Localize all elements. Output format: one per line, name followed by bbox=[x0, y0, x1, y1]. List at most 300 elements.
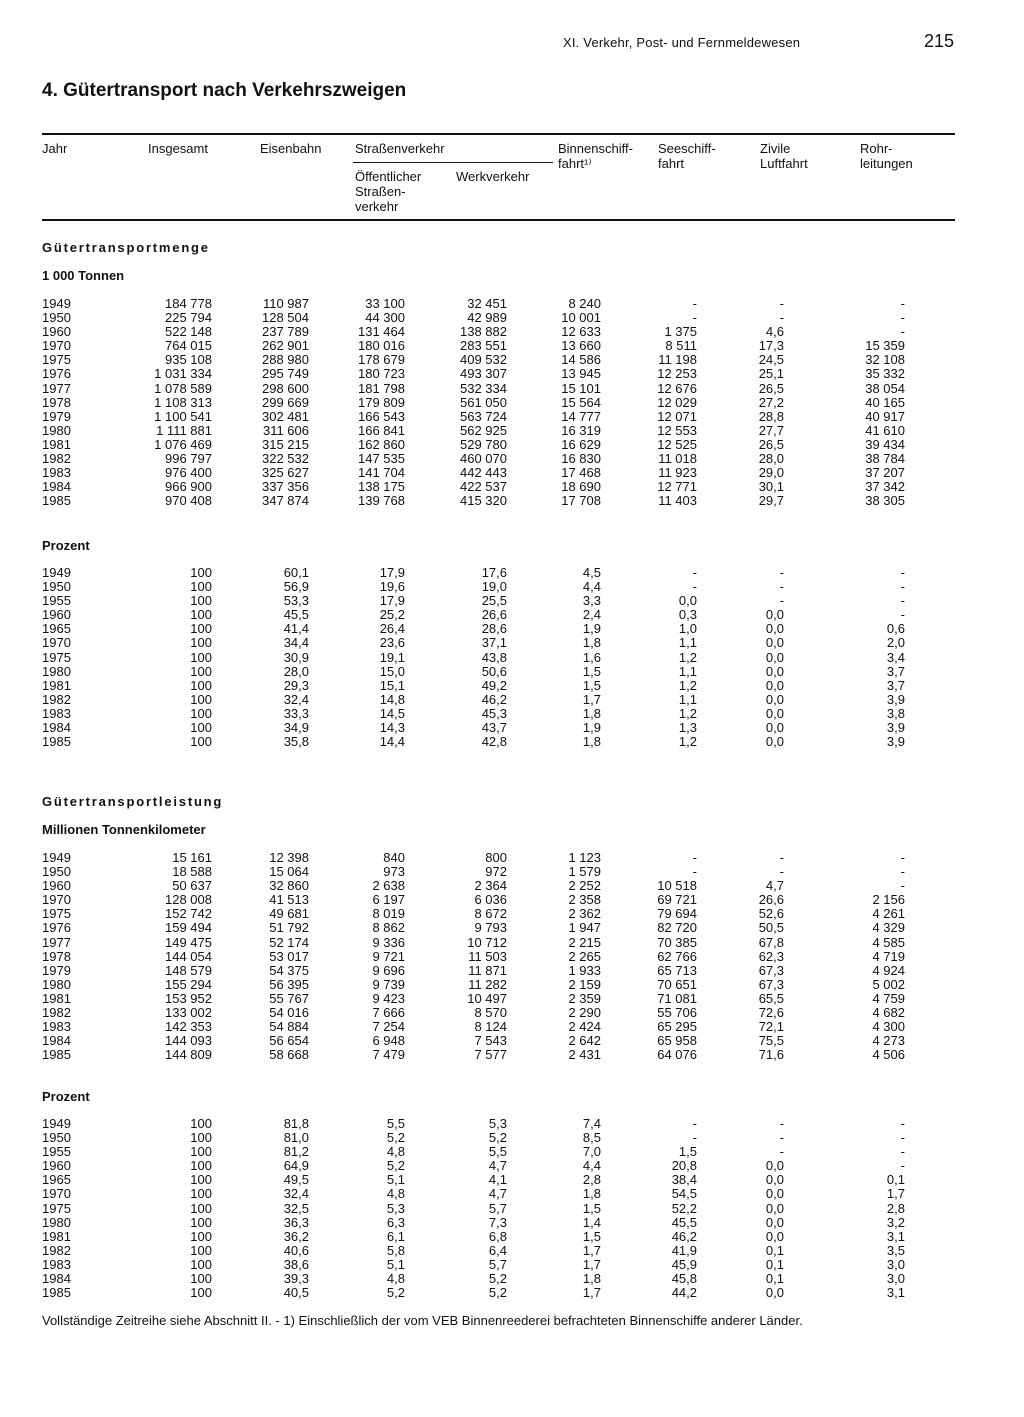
cell-jahr: 1985 bbox=[42, 493, 71, 509]
cell-binnenschiffahrt: 1,8 bbox=[582, 705, 601, 721]
cell-oeffentlicher-strassenverkehr: 6,3 bbox=[386, 1214, 405, 1230]
table-row bbox=[0, 921, 1024, 935]
unit-label-prozent: Prozent bbox=[42, 538, 90, 553]
cell-seeschiffahrt: 71 081 bbox=[657, 990, 697, 1006]
cell-rohrleitungen: - bbox=[900, 310, 905, 326]
table-row bbox=[0, 893, 1024, 907]
cell-jahr: 1950 bbox=[42, 1130, 71, 1146]
cell-eisenbahn: 299 669 bbox=[262, 394, 309, 410]
cell-binnenschiffahrt: 13 945 bbox=[561, 366, 601, 382]
table-row bbox=[0, 1034, 1024, 1048]
cell-insgesamt: 18 588 bbox=[172, 864, 212, 880]
cell-insgesamt: 1 108 313 bbox=[154, 394, 212, 410]
cell-eisenbahn: 347 874 bbox=[262, 493, 309, 509]
cell-werkverkehr: 6 036 bbox=[474, 892, 507, 908]
cell-werkverkehr: 42,8 bbox=[481, 734, 507, 750]
cell-insgesamt: 149 475 bbox=[165, 934, 212, 950]
table-row bbox=[0, 865, 1024, 879]
cell-rohrleitungen: 1,7 bbox=[886, 1186, 905, 1202]
cell-rohrleitungen: 4 506 bbox=[872, 1047, 905, 1063]
cell-rohrleitungen: 3,8 bbox=[886, 705, 905, 721]
cell-eisenbahn: 45,5 bbox=[283, 607, 309, 623]
cell-oeffentlicher-strassenverkehr: 6 197 bbox=[372, 892, 405, 908]
cell-zivile-luftfahrt: - bbox=[779, 864, 784, 880]
cell-seeschiffahrt: 0,0 bbox=[678, 593, 697, 609]
cell-jahr: 1960 bbox=[42, 324, 71, 340]
table-row bbox=[0, 721, 1024, 735]
cell-jahr: 1955 bbox=[42, 1144, 71, 1160]
cell-eisenbahn: 128 504 bbox=[262, 310, 309, 326]
cell-rohrleitungen: 40 917 bbox=[865, 408, 905, 424]
cell-oeffentlicher-strassenverkehr: 6 948 bbox=[372, 1033, 405, 1049]
cell-jahr: 1975 bbox=[42, 1200, 71, 1216]
cell-seeschiffahrt: 12 676 bbox=[657, 380, 697, 396]
cell-zivile-luftfahrt: 52,6 bbox=[758, 906, 784, 922]
cell-jahr: 1982 bbox=[42, 1005, 71, 1021]
cell-eisenbahn: 53,3 bbox=[283, 593, 309, 609]
cell-zivile-luftfahrt: 28,0 bbox=[758, 451, 784, 467]
cell-rohrleitungen: - bbox=[900, 296, 905, 311]
cell-zivile-luftfahrt: 67,3 bbox=[758, 976, 784, 992]
cell-seeschiffahrt: - bbox=[692, 565, 697, 580]
cell-werkverkehr: 460 070 bbox=[460, 451, 507, 467]
cell-oeffentlicher-strassenverkehr: 33 100 bbox=[365, 296, 405, 311]
cell-insgesamt: 1 111 881 bbox=[156, 422, 212, 438]
cell-eisenbahn: 54 884 bbox=[269, 1019, 309, 1035]
cell-werkverkehr: 5,7 bbox=[488, 1256, 507, 1272]
cell-jahr: 1949 bbox=[42, 1116, 71, 1131]
cell-binnenschiffahrt: 18 690 bbox=[561, 479, 601, 495]
cell-oeffentlicher-strassenverkehr: 26,4 bbox=[379, 621, 405, 637]
cell-zivile-luftfahrt: 0,0 bbox=[765, 720, 784, 736]
cell-jahr: 1981 bbox=[42, 436, 71, 452]
cell-seeschiffahrt: - bbox=[692, 296, 697, 311]
cell-seeschiffahrt: 11 403 bbox=[658, 493, 697, 509]
cell-oeffentlicher-strassenverkehr: 14,4 bbox=[379, 734, 405, 750]
cell-werkverkehr: 7,3 bbox=[488, 1214, 507, 1230]
cell-oeffentlicher-strassenverkehr: 19,6 bbox=[379, 579, 405, 595]
cell-werkverkehr: 4,7 bbox=[488, 1158, 507, 1174]
cell-oeffentlicher-strassenverkehr: 5,1 bbox=[386, 1256, 405, 1272]
cell-seeschiffahrt: 41,9 bbox=[671, 1242, 697, 1258]
cell-eisenbahn: 34,4 bbox=[283, 635, 309, 651]
cell-rohrleitungen: 4 682 bbox=[872, 1005, 905, 1021]
cell-binnenschiffahrt: 15 101 bbox=[561, 380, 601, 396]
cell-oeffentlicher-strassenverkehr: 4,8 bbox=[386, 1186, 405, 1202]
cell-binnenschiffahrt: 4,5 bbox=[582, 565, 601, 580]
cell-insgesamt: 128 008 bbox=[165, 892, 212, 908]
cell-zivile-luftfahrt: 65,5 bbox=[758, 990, 784, 1006]
cell-binnenschiffahrt: 2,4 bbox=[582, 607, 601, 623]
cell-binnenschiffahrt: 1,7 bbox=[582, 1242, 601, 1258]
cell-eisenbahn: 311 606 bbox=[262, 422, 309, 438]
cell-insgesamt: 100 bbox=[190, 635, 212, 651]
cell-jahr: 1984 bbox=[42, 1033, 71, 1049]
cell-rohrleitungen: 4 329 bbox=[872, 920, 905, 936]
cell-eisenbahn: 295 749 bbox=[262, 366, 309, 382]
cell-eisenbahn: 58 668 bbox=[269, 1047, 309, 1063]
table-row bbox=[0, 636, 1024, 650]
cell-jahr: 1983 bbox=[42, 1019, 71, 1035]
cell-jahr: 1970 bbox=[42, 892, 71, 908]
cell-eisenbahn: 302 481 bbox=[262, 408, 309, 424]
cell-werkverkehr: 11 503 bbox=[468, 948, 507, 964]
cell-seeschiffahrt: 1,2 bbox=[678, 734, 697, 750]
table-row bbox=[0, 1286, 1024, 1300]
cell-oeffentlicher-strassenverkehr: 7 254 bbox=[372, 1019, 405, 1035]
cell-jahr: 1982 bbox=[42, 1242, 71, 1258]
cell-werkverkehr: 5,2 bbox=[488, 1285, 507, 1301]
cell-werkverkehr: 7 543 bbox=[474, 1033, 507, 1049]
header-werkverkehr: Werkverkehr bbox=[456, 169, 530, 184]
cell-seeschiffahrt: 45,9 bbox=[671, 1256, 697, 1272]
cell-jahr: 1965 bbox=[42, 1172, 71, 1188]
cell-seeschiffahrt: 65 295 bbox=[657, 1019, 697, 1035]
table-row bbox=[0, 339, 1024, 353]
cell-rohrleitungen: - bbox=[900, 1144, 905, 1160]
cell-insgesamt: 144 809 bbox=[165, 1047, 212, 1063]
cell-eisenbahn: 337 356 bbox=[262, 479, 309, 495]
cell-jahr: 1981 bbox=[42, 1228, 71, 1244]
cell-eisenbahn: 28,0 bbox=[283, 663, 309, 679]
cell-zivile-luftfahrt: 17,3 bbox=[758, 338, 784, 354]
cell-zivile-luftfahrt: - bbox=[779, 1116, 784, 1131]
cell-rohrleitungen: 37 342 bbox=[865, 479, 905, 495]
cell-zivile-luftfahrt: 26,5 bbox=[758, 380, 784, 396]
cell-seeschiffahrt: 1,2 bbox=[678, 677, 697, 693]
cell-eisenbahn: 41 513 bbox=[269, 892, 309, 908]
cell-werkverkehr: 493 307 bbox=[460, 366, 507, 382]
cell-oeffentlicher-strassenverkehr: 4,8 bbox=[386, 1271, 405, 1287]
cell-jahr: 1980 bbox=[42, 422, 71, 438]
cell-insgesamt: 100 bbox=[190, 1285, 212, 1301]
cell-binnenschiffahrt: 1,5 bbox=[582, 677, 601, 693]
cell-oeffentlicher-strassenverkehr: 138 175 bbox=[358, 479, 405, 495]
cell-zivile-luftfahrt: - bbox=[779, 565, 784, 580]
cell-insgesamt: 966 900 bbox=[165, 479, 212, 495]
cell-binnenschiffahrt: 1,6 bbox=[582, 649, 601, 665]
cell-jahr: 1949 bbox=[42, 850, 71, 865]
cell-zivile-luftfahrt: - bbox=[779, 850, 784, 865]
cell-rohrleitungen: 35 332 bbox=[865, 366, 905, 382]
cell-insgesamt: 100 bbox=[190, 1200, 212, 1216]
cell-werkverkehr: 2 364 bbox=[474, 878, 507, 894]
cell-oeffentlicher-strassenverkehr: 8 862 bbox=[372, 920, 405, 936]
table-row bbox=[0, 1006, 1024, 1020]
cell-binnenschiffahrt: 2 252 bbox=[568, 878, 601, 894]
table-row bbox=[0, 1159, 1024, 1173]
cell-eisenbahn: 36,3 bbox=[283, 1214, 309, 1230]
cell-binnenschiffahrt: 16 319 bbox=[561, 422, 601, 438]
cell-oeffentlicher-strassenverkehr: 141 704 bbox=[358, 465, 405, 481]
cell-rohrleitungen: - bbox=[900, 1130, 905, 1146]
cell-eisenbahn: 35,8 bbox=[283, 734, 309, 750]
table-row bbox=[0, 1131, 1024, 1145]
cell-rohrleitungen: 3,9 bbox=[886, 691, 905, 707]
cell-werkverkehr: 561 050 bbox=[460, 394, 507, 410]
table-row bbox=[0, 466, 1024, 480]
cell-binnenschiffahrt: 2,8 bbox=[582, 1172, 601, 1188]
table-row bbox=[0, 992, 1024, 1006]
table-row bbox=[0, 693, 1024, 707]
cell-eisenbahn: 64,9 bbox=[283, 1158, 309, 1174]
cell-binnenschiffahrt: 8,5 bbox=[582, 1130, 601, 1146]
cell-insgesamt: 144 093 bbox=[165, 1033, 212, 1049]
cell-werkverkehr: 43,7 bbox=[481, 720, 507, 736]
cell-binnenschiffahrt: 8 240 bbox=[568, 296, 601, 311]
cell-rohrleitungen: 15 359 bbox=[865, 338, 905, 354]
cell-rohrleitungen: - bbox=[900, 579, 905, 595]
cell-jahr: 1950 bbox=[42, 579, 71, 595]
cell-insgesamt: 144 054 bbox=[165, 948, 212, 964]
header-insgesamt: Insgesamt bbox=[148, 141, 208, 156]
cell-zivile-luftfahrt: 0,0 bbox=[765, 1214, 784, 1230]
cell-oeffentlicher-strassenverkehr: 5,2 bbox=[386, 1285, 405, 1301]
cell-binnenschiffahrt: 1,8 bbox=[582, 1186, 601, 1202]
cell-eisenbahn: 55 767 bbox=[269, 990, 309, 1006]
table-row bbox=[0, 452, 1024, 466]
cell-seeschiffahrt: 46,2 bbox=[671, 1228, 697, 1244]
cell-werkverkehr: 562 925 bbox=[460, 422, 507, 438]
cell-seeschiffahrt: 82 720 bbox=[657, 920, 697, 936]
cell-zivile-luftfahrt: 0,0 bbox=[765, 734, 784, 750]
cell-jahr: 1965 bbox=[42, 621, 71, 637]
cell-oeffentlicher-strassenverkehr: 9 336 bbox=[372, 934, 405, 950]
cell-rohrleitungen: 4 585 bbox=[872, 934, 905, 950]
cell-jahr: 1985 bbox=[42, 734, 71, 750]
cell-eisenbahn: 315 215 bbox=[262, 436, 309, 452]
cell-oeffentlicher-strassenverkehr: 5,2 bbox=[386, 1158, 405, 1174]
cell-seeschiffahrt: 54,5 bbox=[671, 1186, 697, 1202]
cell-zivile-luftfahrt: 29,7 bbox=[758, 493, 784, 509]
cell-insgesamt: 155 294 bbox=[165, 976, 212, 992]
cell-jahr: 1970 bbox=[42, 338, 71, 354]
cell-rohrleitungen: 3,7 bbox=[886, 663, 905, 679]
cell-jahr: 1949 bbox=[42, 565, 71, 580]
cell-insgesamt: 100 bbox=[190, 1130, 212, 1146]
cell-jahr: 1979 bbox=[42, 962, 71, 978]
cell-insgesamt: 1 076 469 bbox=[154, 436, 212, 452]
cell-insgesamt: 100 bbox=[190, 1158, 212, 1174]
unit-label-prozent: Prozent bbox=[42, 1089, 90, 1104]
cell-zivile-luftfahrt: 50,5 bbox=[758, 920, 784, 936]
cell-rohrleitungen: 39 434 bbox=[865, 436, 905, 452]
cell-werkverkehr: 11 871 bbox=[468, 962, 507, 978]
cell-zivile-luftfahrt: 24,5 bbox=[758, 352, 784, 368]
cell-rohrleitungen: - bbox=[900, 1158, 905, 1174]
cell-insgesamt: 159 494 bbox=[165, 920, 212, 936]
cell-rohrleitungen: 3,1 bbox=[886, 1285, 905, 1301]
cell-jahr: 1981 bbox=[42, 677, 71, 693]
cell-seeschiffahrt: - bbox=[692, 864, 697, 880]
cell-binnenschiffahrt: 12 633 bbox=[561, 324, 601, 340]
table-row bbox=[0, 353, 1024, 367]
cell-oeffentlicher-strassenverkehr: 181 798 bbox=[358, 380, 405, 396]
cell-rohrleitungen: 4 273 bbox=[872, 1033, 905, 1049]
cell-seeschiffahrt: 8 511 bbox=[665, 338, 697, 354]
cell-binnenschiffahrt: 4,4 bbox=[582, 1158, 601, 1174]
cell-oeffentlicher-strassenverkehr: 15,1 bbox=[379, 677, 405, 693]
table-row bbox=[0, 851, 1024, 865]
cell-jahr: 1977 bbox=[42, 934, 71, 950]
cell-zivile-luftfahrt: 0,0 bbox=[765, 621, 784, 637]
cell-zivile-luftfahrt: 26,6 bbox=[758, 892, 784, 908]
cell-seeschiffahrt: 11 018 bbox=[658, 451, 697, 467]
cell-insgesamt: 970 408 bbox=[165, 493, 212, 509]
cell-rohrleitungen: - bbox=[900, 1116, 905, 1131]
table-row bbox=[0, 735, 1024, 749]
cell-eisenbahn: 40,6 bbox=[283, 1242, 309, 1258]
cell-binnenschiffahrt: 2 358 bbox=[568, 892, 601, 908]
cell-eisenbahn: 39,3 bbox=[283, 1271, 309, 1287]
cell-oeffentlicher-strassenverkehr: 5,5 bbox=[386, 1116, 405, 1131]
cell-oeffentlicher-strassenverkehr: 14,5 bbox=[379, 705, 405, 721]
cell-oeffentlicher-strassenverkehr: 9 696 bbox=[372, 962, 405, 978]
cell-oeffentlicher-strassenverkehr: 9 721 bbox=[372, 948, 405, 964]
cell-rohrleitungen: 5 002 bbox=[872, 976, 905, 992]
cell-jahr: 1985 bbox=[42, 1047, 71, 1063]
cell-jahr: 1978 bbox=[42, 394, 71, 410]
cell-zivile-luftfahrt: 72,6 bbox=[758, 1005, 784, 1021]
cell-rohrleitungen: - bbox=[900, 878, 905, 894]
cell-binnenschiffahrt: 2 290 bbox=[568, 1005, 601, 1021]
cell-eisenbahn: 49,5 bbox=[283, 1172, 309, 1188]
cell-binnenschiffahrt: 2 159 bbox=[568, 976, 601, 992]
cell-oeffentlicher-strassenverkehr: 5,1 bbox=[386, 1172, 405, 1188]
cell-rohrleitungen: 3,9 bbox=[886, 720, 905, 736]
cell-eisenbahn: 54 375 bbox=[269, 962, 309, 978]
cell-eisenbahn: 298 600 bbox=[262, 380, 309, 396]
cell-insgesamt: 100 bbox=[190, 1186, 212, 1202]
cell-seeschiffahrt: 12 553 bbox=[657, 422, 697, 438]
cell-zivile-luftfahrt: 27,2 bbox=[758, 394, 784, 410]
cell-binnenschiffahrt: 1,8 bbox=[582, 1271, 601, 1287]
cell-zivile-luftfahrt: 0,0 bbox=[765, 663, 784, 679]
table-row bbox=[0, 594, 1024, 608]
cell-insgesamt: 935 108 bbox=[165, 352, 212, 368]
cell-oeffentlicher-strassenverkehr: 5,3 bbox=[386, 1200, 405, 1216]
cell-werkverkehr: 5,2 bbox=[488, 1271, 507, 1287]
cell-eisenbahn: 40,5 bbox=[283, 1285, 309, 1301]
cell-werkverkehr: 43,8 bbox=[481, 649, 507, 665]
cell-zivile-luftfahrt: 62,3 bbox=[758, 948, 784, 964]
cell-seeschiffahrt: - bbox=[692, 1116, 697, 1131]
cell-jahr: 1950 bbox=[42, 864, 71, 880]
cell-werkverkehr: 46,2 bbox=[481, 691, 507, 707]
cell-oeffentlicher-strassenverkehr: 14,3 bbox=[379, 720, 405, 736]
cell-zivile-luftfahrt: 25,1 bbox=[758, 366, 784, 382]
cell-werkverkehr: 9 793 bbox=[474, 920, 507, 936]
table-row bbox=[0, 297, 1024, 311]
cell-eisenbahn: 288 980 bbox=[262, 352, 309, 368]
cell-jahr: 1984 bbox=[42, 720, 71, 736]
cell-zivile-luftfahrt: 0,0 bbox=[765, 635, 784, 651]
header-strassenverkehr-rule bbox=[353, 162, 553, 163]
table-row bbox=[0, 1216, 1024, 1230]
cell-binnenschiffahrt: 2 642 bbox=[568, 1033, 601, 1049]
cell-werkverkehr: 49,2 bbox=[481, 677, 507, 693]
cell-zivile-luftfahrt: 28,8 bbox=[758, 408, 784, 424]
table-title: 4. Gütertransport nach Verkehrszweigen bbox=[42, 80, 407, 101]
cell-jahr: 1960 bbox=[42, 607, 71, 623]
cell-rohrleitungen: 4 300 bbox=[872, 1019, 905, 1035]
cell-jahr: 1983 bbox=[42, 1256, 71, 1272]
cell-seeschiffahrt: 45,8 bbox=[671, 1271, 697, 1287]
table-row bbox=[0, 1230, 1024, 1244]
cell-oeffentlicher-strassenverkehr: 7 666 bbox=[372, 1005, 405, 1021]
cell-jahr: 1984 bbox=[42, 479, 71, 495]
cell-jahr: 1983 bbox=[42, 705, 71, 721]
cell-oeffentlicher-strassenverkehr: 14,8 bbox=[379, 691, 405, 707]
cell-zivile-luftfahrt: 71,6 bbox=[758, 1047, 784, 1063]
header-jahr: Jahr bbox=[42, 141, 68, 156]
cell-insgesamt: 100 bbox=[190, 1144, 212, 1160]
cell-zivile-luftfahrt: - bbox=[779, 310, 784, 326]
cell-seeschiffahrt: 12 029 bbox=[657, 394, 697, 410]
cell-werkverkehr: 17,6 bbox=[481, 565, 507, 580]
table-row bbox=[0, 1117, 1024, 1131]
cell-werkverkehr: 42 989 bbox=[467, 310, 507, 326]
cell-werkverkehr: 4,7 bbox=[488, 1186, 507, 1202]
cell-eisenbahn: 34,9 bbox=[283, 720, 309, 736]
cell-eisenbahn: 51 792 bbox=[269, 920, 309, 936]
cell-seeschiffahrt: 12 771 bbox=[657, 479, 697, 495]
cell-oeffentlicher-strassenverkehr: 180 016 bbox=[358, 338, 405, 354]
cell-oeffentlicher-strassenverkehr: 162 860 bbox=[358, 436, 405, 452]
cell-werkverkehr: 28,6 bbox=[481, 621, 507, 637]
cell-eisenbahn: 32,4 bbox=[283, 1186, 309, 1202]
cell-oeffentlicher-strassenverkehr: 9 423 bbox=[372, 990, 405, 1006]
cell-zivile-luftfahrt: 29,0 bbox=[758, 465, 784, 481]
cell-binnenschiffahrt: 1 933 bbox=[568, 962, 601, 978]
cell-binnenschiffahrt: 17 468 bbox=[561, 465, 601, 481]
cell-eisenbahn: 32,5 bbox=[283, 1200, 309, 1216]
cell-jahr: 1984 bbox=[42, 1271, 71, 1287]
cell-jahr: 1982 bbox=[42, 451, 71, 467]
table-row bbox=[0, 480, 1024, 494]
cell-seeschiffahrt: 12 071 bbox=[657, 408, 697, 424]
cell-seeschiffahrt: 55 706 bbox=[657, 1005, 697, 1021]
cell-zivile-luftfahrt: 0,0 bbox=[765, 1200, 784, 1216]
cell-zivile-luftfahrt: 0,0 bbox=[765, 649, 784, 665]
cell-binnenschiffahrt: 1 947 bbox=[568, 920, 601, 936]
cell-rohrleitungen: 2,8 bbox=[886, 1200, 905, 1216]
cell-eisenbahn: 322 532 bbox=[262, 451, 309, 467]
running-head: XI. Verkehr, Post- und Fernmeldewesen bbox=[563, 35, 801, 50]
cell-jahr: 1980 bbox=[42, 976, 71, 992]
cell-insgesamt: 976 400 bbox=[165, 465, 212, 481]
cell-insgesamt: 100 bbox=[190, 1228, 212, 1244]
cell-rohrleitungen: 38 784 bbox=[865, 451, 905, 467]
cell-eisenbahn: 32,4 bbox=[283, 691, 309, 707]
cell-binnenschiffahrt: 3,3 bbox=[582, 593, 601, 609]
table-row bbox=[0, 1272, 1024, 1286]
cell-jahr: 1979 bbox=[42, 408, 71, 424]
cell-insgesamt: 100 bbox=[190, 1172, 212, 1188]
table-row bbox=[0, 964, 1024, 978]
cell-jahr: 1976 bbox=[42, 366, 71, 382]
cell-oeffentlicher-strassenverkehr: 147 535 bbox=[358, 451, 405, 467]
cell-zivile-luftfahrt: 72,1 bbox=[758, 1019, 784, 1035]
cell-werkverkehr: 45,3 bbox=[481, 705, 507, 721]
cell-jahr: 1981 bbox=[42, 990, 71, 1006]
header-rohrleitungen: Rohr- leitungen bbox=[860, 141, 913, 171]
cell-insgesamt: 100 bbox=[190, 691, 212, 707]
cell-binnenschiffahrt: 7,4 bbox=[582, 1116, 601, 1131]
cell-insgesamt: 100 bbox=[190, 565, 212, 580]
cell-rohrleitungen: 41 610 bbox=[865, 422, 905, 438]
cell-oeffentlicher-strassenverkehr: 840 bbox=[383, 850, 405, 865]
